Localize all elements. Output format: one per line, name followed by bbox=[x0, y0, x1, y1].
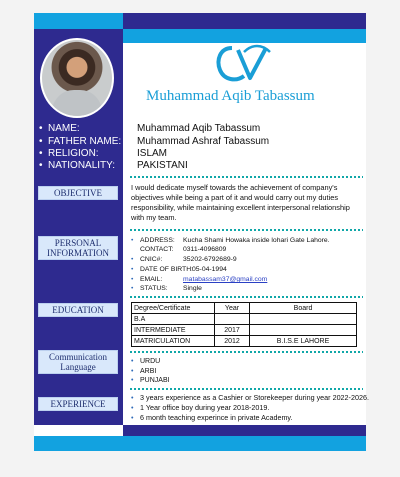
personal-information-heading bbox=[38, 236, 118, 260]
sidebar-label-religion: • RELIGION: bbox=[39, 148, 99, 159]
profile-photo bbox=[40, 38, 114, 118]
info-address: • ADDRESS: Kucha Shami Howaka inside lohari Gate Lahore. bbox=[131, 237, 330, 244]
education-cell: B.A bbox=[132, 314, 215, 325]
monogram-logo bbox=[212, 42, 274, 84]
list-item: • ARBI bbox=[131, 368, 157, 375]
education-cell bbox=[250, 325, 357, 336]
top-left-accent-bar bbox=[34, 13, 123, 29]
objective-heading: OBJECTIVE bbox=[38, 186, 118, 200]
section-divider bbox=[130, 229, 363, 231]
sidebar-label-nationality: • NATIONALITY: bbox=[39, 160, 116, 171]
education-cell: B.I.S.E LAHORE bbox=[250, 336, 357, 347]
education-cell: 2012 bbox=[215, 336, 250, 347]
section-divider bbox=[130, 388, 363, 390]
table-row bbox=[132, 325, 357, 336]
objective-text: I would dedicate myself towards the achievement of company's objectives while being a part of it and would carry out my duties responsibility, while maintaining excellent interpersonal relationship with my team. bbox=[131, 183, 350, 222]
sidebar-label-name: • NAME: bbox=[39, 123, 80, 134]
bottom-navy-bar bbox=[123, 425, 366, 436]
education-header-row bbox=[132, 303, 357, 314]
education-table bbox=[131, 302, 357, 347]
personal-heading-line1: PERSONAL bbox=[54, 238, 102, 248]
list-item: • URDU bbox=[131, 358, 161, 365]
personal-heading-line2: INFORMATION bbox=[46, 248, 109, 258]
info-date-of-birth: • DATE OF BIRTH:05-04-1994 bbox=[131, 266, 227, 273]
section-divider bbox=[130, 351, 363, 353]
list-item: • 3 years experience as a Cashier or Storekeeper during year 2022-2026. bbox=[131, 393, 369, 402]
education-cell: MATRICULATION bbox=[132, 336, 215, 347]
table-row bbox=[132, 336, 357, 347]
education-col-year: Year bbox=[215, 303, 250, 314]
communication-heading-line2: Language bbox=[60, 362, 96, 372]
top-navy-bar bbox=[123, 13, 366, 29]
section-divider bbox=[130, 176, 363, 178]
top-cyan-bar bbox=[123, 29, 366, 43]
value-father-name: Muhammad Ashraf Tabassum bbox=[137, 136, 270, 147]
education-col-board: Board bbox=[250, 303, 357, 314]
education-heading: EDUCATION bbox=[38, 303, 118, 317]
value-religion: ISLAM bbox=[137, 148, 168, 159]
resume-name-heading: Muhammad Aqib Tabassum bbox=[146, 88, 315, 104]
education-cell: INTERMEDIATE bbox=[132, 325, 215, 336]
list-item: • 1 Year office boy during year 2018-2019. bbox=[131, 403, 270, 412]
experience-heading: EXPERIENCE bbox=[38, 397, 118, 411]
communication-heading-line1: Communication bbox=[49, 352, 107, 362]
bottom-cyan-bar bbox=[34, 436, 366, 451]
info-email: • EMAIL: matabassam37@gmail.com bbox=[131, 276, 268, 283]
profile-photo-shirt bbox=[52, 90, 102, 118]
value-nationality: PAKISTANI bbox=[137, 160, 188, 171]
table-row bbox=[132, 314, 357, 325]
education-cell: 2017 bbox=[215, 325, 250, 336]
email-link[interactable]: matabassam37@gmail.com bbox=[183, 276, 268, 283]
education-cell bbox=[215, 314, 250, 325]
info-cnic: • CNIC#: 35202-6792689-9 bbox=[131, 256, 237, 263]
section-divider bbox=[130, 296, 363, 298]
education-col-degree: Degree/Certificate bbox=[132, 303, 215, 314]
info-contact: CONTACT: 0311-4096809 bbox=[140, 246, 227, 253]
list-item: • PUNJABI bbox=[131, 377, 170, 384]
info-status: • STATUS: Single bbox=[131, 285, 202, 292]
communication-language-heading bbox=[38, 350, 118, 374]
education-cell bbox=[250, 314, 357, 325]
value-name: Muhammad Aqib Tabassum bbox=[137, 123, 261, 134]
sidebar-label-father-name: • FATHER NAME: bbox=[39, 136, 122, 147]
list-item: • 6 month teaching experince in private Academy. bbox=[131, 413, 293, 422]
